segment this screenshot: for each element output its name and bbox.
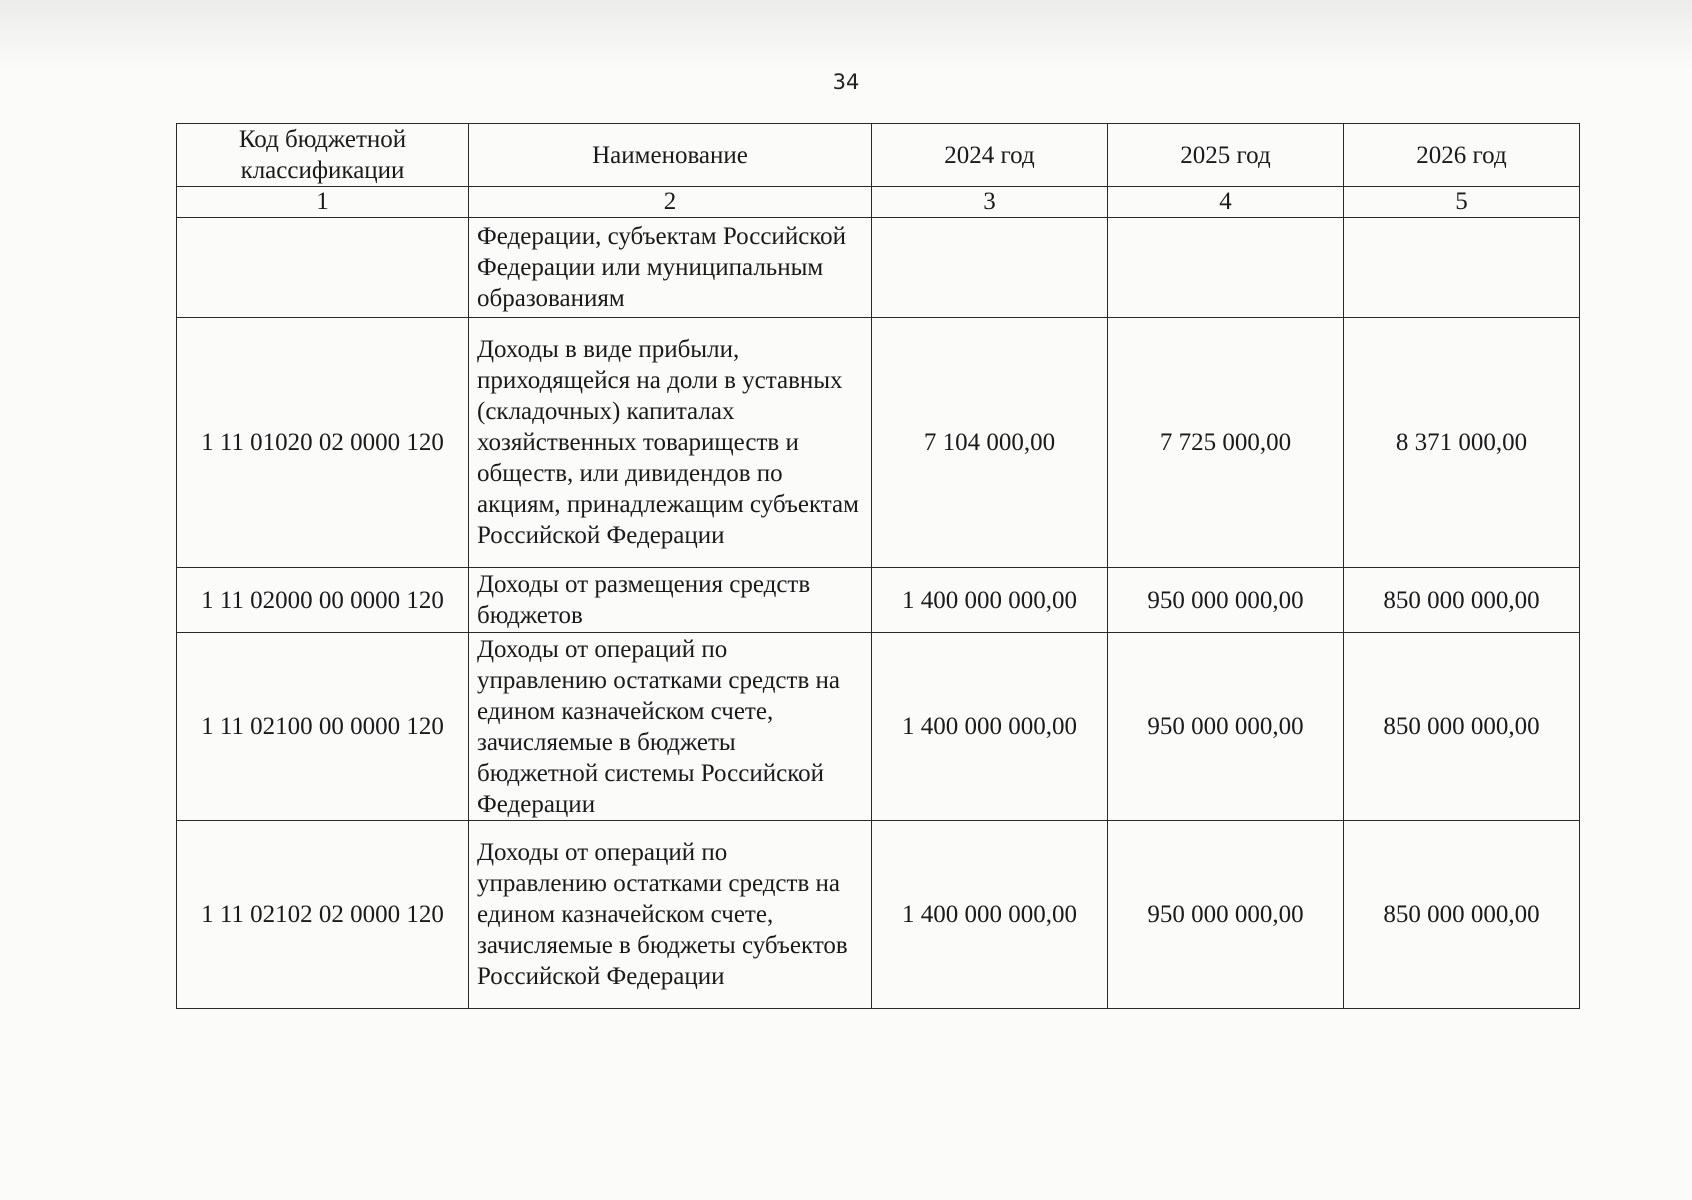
amount-2025-cell: [1108, 218, 1344, 318]
amount-2026-cell: 850 000 000,00: [1344, 821, 1580, 1009]
amount-2024-cell: 7 104 000,00: [872, 318, 1108, 568]
budget-code-cell: 1 11 01020 02 0000 120: [177, 318, 469, 568]
amount-2024-cell: 1 400 000 000,00: [872, 821, 1108, 1009]
budget-code-cell: [177, 218, 469, 318]
header-code: Код бюджетной классификации: [177, 124, 469, 187]
amount-2024-cell: 1 400 000 000,00: [872, 633, 1108, 821]
revenue-name-cell: Доходы от операций по управлению остатками средств на едином казначейском счете, зачисляемые в бюджеты бюджетной системы Российской Федерации: [469, 633, 872, 821]
budget-code-cell: 1 11 02102 02 0000 120: [177, 821, 469, 1009]
header-name: Наименование: [469, 124, 872, 187]
column-number-row: [177, 187, 1580, 218]
budget-code-cell: 1 11 02000 00 0000 120: [177, 568, 469, 633]
column-number: 3: [872, 187, 1108, 218]
table-row: [177, 318, 1580, 568]
amount-2025-cell: 7 725 000,00: [1108, 318, 1344, 568]
amount-2025-cell: 950 000 000,00: [1108, 821, 1344, 1009]
revenue-name-cell: Федерации, субъектам Российской Федерации или муниципальным образованиям: [469, 218, 872, 318]
amount-2026-cell: 8 371 000,00: [1344, 318, 1580, 568]
header-row: [177, 124, 1580, 187]
revenue-name-cell: Доходы от операций по управлению остатками средств на едином казначейском счете, зачисляемые в бюджеты субъектов Российской Федерации: [469, 821, 872, 1009]
column-number: 5: [1344, 187, 1580, 218]
amount-2026-cell: 850 000 000,00: [1344, 568, 1580, 633]
header-2026: 2026 год: [1344, 124, 1580, 187]
revenue-name-cell: Доходы в виде прибыли, приходящейся на доли в уставных (складочных) капиталах хозяйственных товариществ и обществ, или дивидендов по акциям, принадлежащим субъектам Российской Федерации: [469, 318, 872, 568]
table-row: [177, 568, 1580, 633]
revenue-name-cell: Доходы от размещения средств бюджетов: [469, 568, 872, 633]
budget-code-cell: 1 11 02100 00 0000 120: [177, 633, 469, 821]
table-row: [177, 633, 1580, 821]
amount-2026-cell: [1344, 218, 1580, 318]
amount-2025-cell: 950 000 000,00: [1108, 633, 1344, 821]
header-2024: 2024 год: [872, 124, 1108, 187]
page-number: 34: [832, 70, 860, 94]
scan-shading: [0, 0, 1692, 70]
table-row: [177, 218, 1580, 318]
amount-2024-cell: [872, 218, 1108, 318]
table-row: [177, 821, 1580, 1009]
amount-2026-cell: 850 000 000,00: [1344, 633, 1580, 821]
column-number: 4: [1108, 187, 1344, 218]
column-number: 2: [469, 187, 872, 218]
budget-revenue-table: [176, 123, 1580, 1009]
column-number: 1: [177, 187, 469, 218]
amount-2024-cell: 1 400 000 000,00: [872, 568, 1108, 633]
header-2025: 2025 год: [1108, 124, 1344, 187]
amount-2025-cell: 950 000 000,00: [1108, 568, 1344, 633]
